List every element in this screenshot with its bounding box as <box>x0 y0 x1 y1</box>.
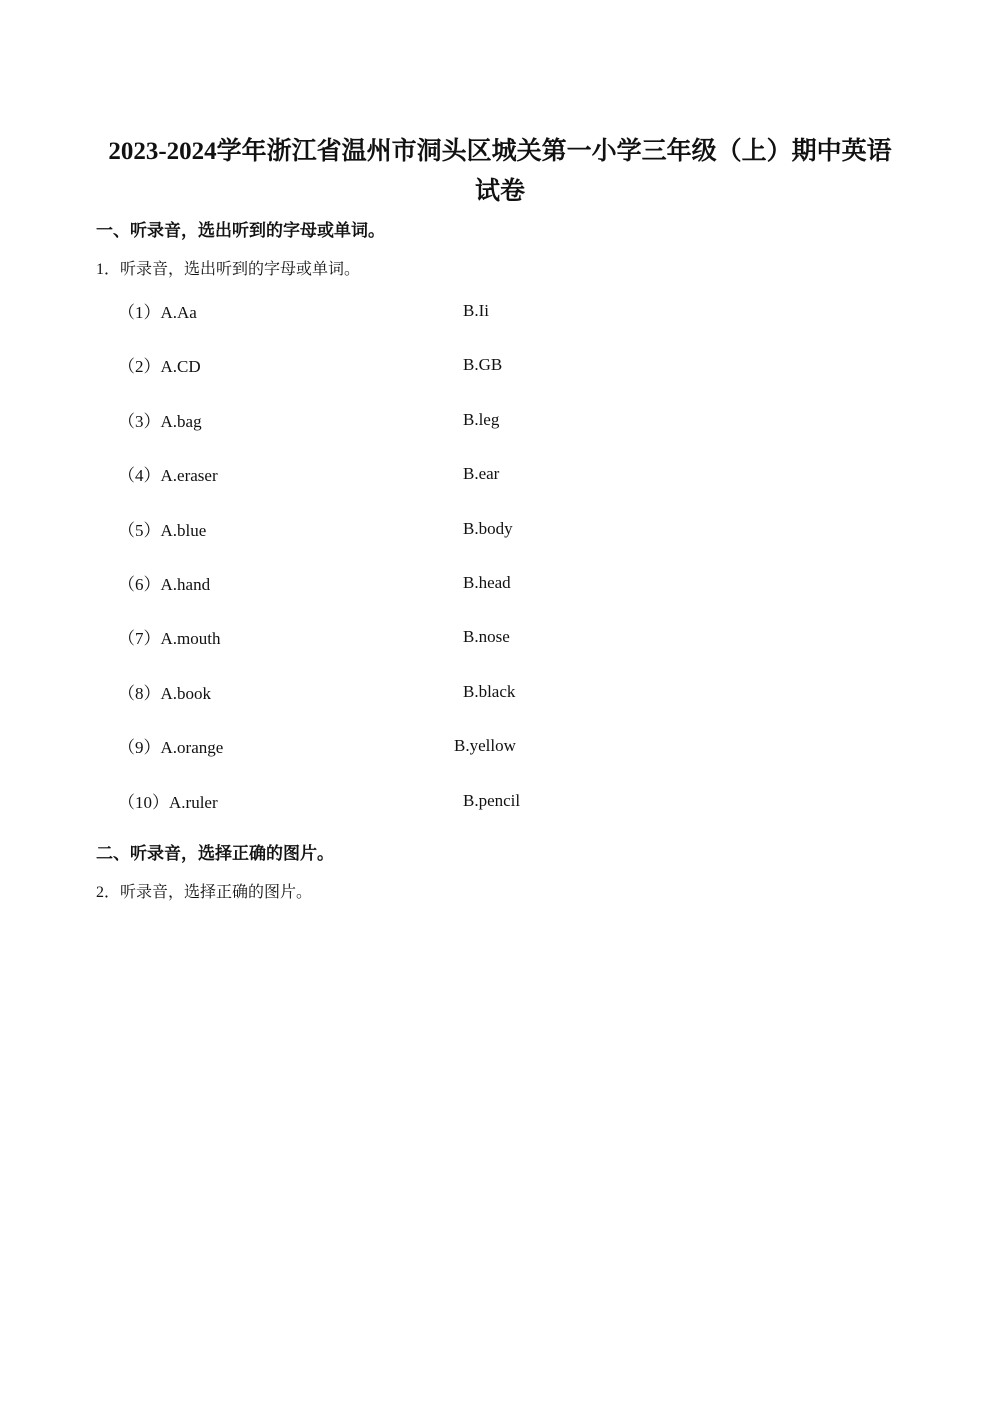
option-6-b: B.head <box>463 573 511 592</box>
option-2-a: （2）A.CD <box>118 357 201 376</box>
exam-title-line1: 2023-2024学年浙江省温州市洞头区城关第一小学三年级（上）期中英语 <box>108 138 892 165</box>
option-4-b: B.ear <box>463 464 500 483</box>
option-8-a: （8）A.book <box>118 684 212 703</box>
option-10-b: B.pencil <box>463 791 521 810</box>
option-2-b: B.GB <box>463 355 503 374</box>
option-10-a: （10）A.ruler <box>118 793 218 812</box>
exam-title <box>60 132 940 212</box>
option-5-b: B.body <box>463 519 513 538</box>
option-3-a: （3）A.bag <box>118 412 202 431</box>
option-8-b: B.black <box>463 682 516 701</box>
option-7-b: B.nose <box>463 627 510 646</box>
option-6-a: （6）A.hand <box>118 575 211 594</box>
option-3-b: B.leg <box>463 410 500 429</box>
section1-heading: 一、听录音，选出听到的字母或单词。 <box>96 221 385 240</box>
option-9-a: （9）A.orange <box>118 738 224 757</box>
question1-text: 1．听录音，选出听到的字母或单词。 <box>96 261 361 278</box>
option-5-a: （5）A.blue <box>118 521 207 540</box>
option-7-a: （7）A.mouth <box>118 629 221 648</box>
exam-title-line2: 试卷 <box>474 178 525 205</box>
option-1-a: （1）A.Aa <box>118 303 197 322</box>
option-4-a: （4）A.eraser <box>118 466 218 485</box>
option-1-b: B.Ii <box>463 301 489 320</box>
option-9-b: B.yellow <box>454 736 516 755</box>
section2-heading: 二、听录音，选择正确的图片。 <box>96 844 334 863</box>
question2-text: 2．听录音，选择正确的图片。 <box>96 884 313 901</box>
